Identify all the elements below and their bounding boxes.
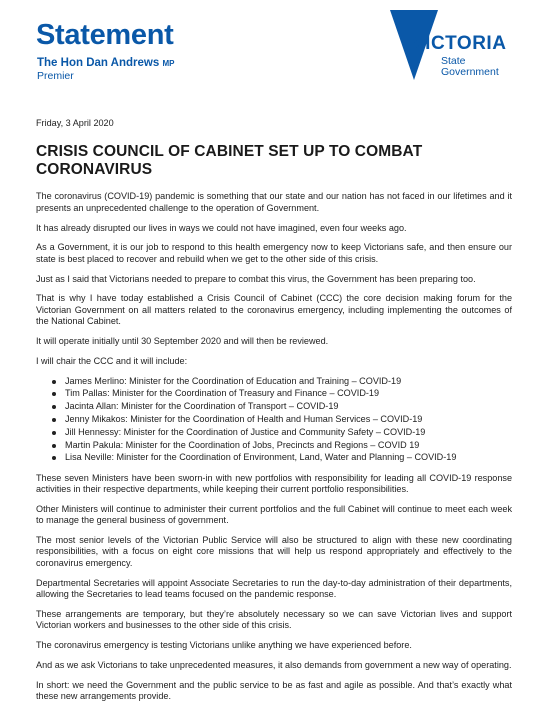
paragraph: These seven Ministers have been sworn-in with new portfolios with responsibility for leading all COVID-19 response activities in their respective departments, while keeping their current portfolio responsibilities. xyxy=(36,472,512,494)
list-item xyxy=(36,440,512,451)
statement-body xyxy=(36,118,512,711)
paragraph: That is why I have today established a Crisis Council of Cabinet (CCC) the core decision making forum for the Victorian Government on all matters related to the coronavirus emergency, including implementing the outcomes of the National Cabinet. xyxy=(36,293,512,327)
statement-heading: CRISIS COUNCIL OF CABINET SET UP TO COMBAT CORONAVIRUS xyxy=(36,143,423,179)
list-item xyxy=(36,388,512,399)
list-item-text: Lisa Neville: Minister for the Coordination of Environment, Land, Water and Planning – COVID-19 xyxy=(65,452,457,463)
logo-subtitle xyxy=(441,56,499,78)
bullet-icon xyxy=(52,392,56,396)
bullet-icon xyxy=(52,444,56,448)
paragraph: And as we ask Victorians to take unprecedented measures, it also demands from government a new way of operating. xyxy=(36,659,512,670)
bullet-icon xyxy=(52,405,56,409)
list-item-text: Jenny Mikakos: Minister for the Coordination of Health and Human Services – COVID-19 xyxy=(65,414,423,424)
paragraph: As a Government, it is our job to respond to this health emergency now to keep Victorians safe, and then ensure our state is best placed to recover and rebuild when we get to the other side of this crisis. xyxy=(36,242,512,264)
bullet-icon xyxy=(52,431,56,435)
list-item xyxy=(36,401,512,412)
list-item xyxy=(36,427,512,438)
bullet-icon xyxy=(52,456,56,460)
minister-name: The Hon Dan Andrews xyxy=(37,57,160,69)
logo-sub-line1: State xyxy=(441,55,466,67)
paragraph: It has already disrupted our lives in ways we could not have imagined, even four weeks ago. xyxy=(36,222,407,233)
minister-role: Premier xyxy=(37,70,74,82)
list-item-text: Tim Pallas: Minister for the Coordination of Treasury and Finance – COVID-19 xyxy=(65,388,380,399)
bullet-icon xyxy=(52,418,56,422)
minister-list xyxy=(36,376,512,464)
statement-header xyxy=(0,0,542,100)
paragraph: It will operate initially until 30 September 2020 and will then be reviewed. xyxy=(36,336,329,347)
paragraph: I will chair the CCC and it will include: xyxy=(36,355,188,366)
list-item xyxy=(36,376,512,387)
bullet-icon xyxy=(52,380,56,384)
list-item-text: Jacinta Allan: Minister for the Coordination of Transport – COVID-19 xyxy=(65,401,339,412)
paragraph: The coronavirus emergency is testing Victorians unlike anything we have experienced before. xyxy=(36,640,412,651)
paragraph: These arrangements are temporary, but they’re absolutely necessary so we can save Victorian lives and support Victorian workers and businesses to the other side of this crisis. xyxy=(36,608,512,631)
list-item-text: James Merlino: Minister for the Coordination of Education and Training – COVID-19 xyxy=(65,375,402,386)
paragraph: Just as I said that Victorians needed to prepare to combat this virus, the Government has been preparing too. xyxy=(36,273,476,284)
paragraph: Departmental Secretaries will appoint Associate Secretaries to run the day-to-day administration of their departments, allowing the Secretaries to lead teams focused on the pandemic response. xyxy=(36,577,512,600)
list-item-text: Martin Pakula: Minister for the Coordination of Jobs, Precincts and Regions – COVID 19 xyxy=(65,439,420,450)
paragraph: The coronavirus (COVID-19) pandemic is something that our state and our nation has not faced in our lifetimes and it presents an unprecedented challenge to the operation of Government. xyxy=(36,191,512,213)
list-item xyxy=(36,452,512,463)
paragraph: In short: we need the Government and the public service to be as fast and agile as possible. And that’s exactly what these new arrangements provide. xyxy=(36,679,512,702)
list-item xyxy=(36,414,512,425)
minister-name-line xyxy=(37,57,174,70)
minister-suffix: MP xyxy=(162,59,175,68)
logo-wordmark: VICTORIA xyxy=(412,33,507,54)
statement-date: Friday, 3 April 2020 xyxy=(36,118,114,128)
statement-title: Statement xyxy=(36,19,174,51)
logo-sub-line2: Government xyxy=(441,66,499,78)
paragraph: The most senior levels of the Victorian Public Service will also be structured to align with these new coordinating responsibilities, with a focus on eight core missions that will help us respond appropriately and effectively to the coronavirus emergency. xyxy=(36,535,512,568)
paragraph: Other Ministers will continue to administer their current portfolios and the full Cabinet will continue to meet each week to manage the general business of government. xyxy=(36,503,512,526)
list-item-text: Jill Hennessy: Minister for the Coordination of Justice and Community Safety – COVID-19 xyxy=(65,426,426,437)
